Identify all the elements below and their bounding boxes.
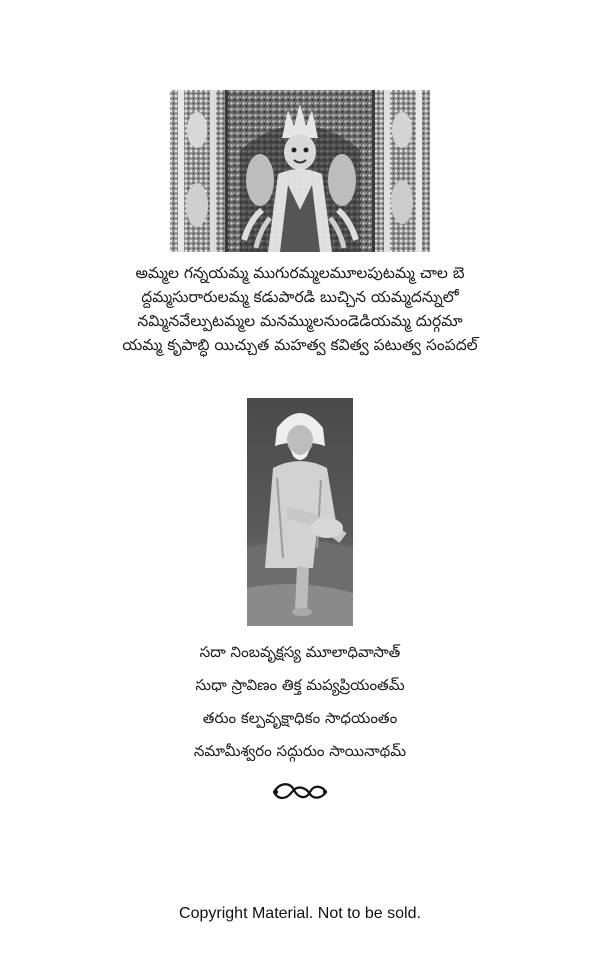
- flourish-ornament-icon: [270, 778, 330, 806]
- verse-sai-stotram: [60, 636, 540, 768]
- temple-deity-image: [170, 90, 430, 252]
- temple-deity-illustration: [170, 90, 430, 252]
- verse-1-line: నమ్మినవేల్పుటమ్మల మనమ్ములనుండెడియమ్మ దుర్గమా: [137, 312, 463, 330]
- verse-1-line: యమ్మ కృపాబ్ధి యిచ్చుత మహత్వ కవిత్వ పటుత్వ సంపదల్: [122, 336, 478, 354]
- verse-1-line: ద్దమ్మసురారులమ్మ కడుపారడి బుచ్చిన యమ్మదన్నులో: [141, 288, 459, 306]
- saint-seated-image: [247, 398, 353, 626]
- verse-2-line: సదా నింబవృక్షస్య మూలాధివాసాత్: [199, 643, 401, 661]
- verse-2-line: నమామీశ్వరం సద్గురుం సాయినాథమ్: [193, 742, 407, 760]
- verse-1-line: అమ్మల గన్నయమ్మ ముగురమ్మలమూలపుటమ్మ చాల బె: [135, 264, 465, 282]
- verse-2-line: సుధా స్రావిణం తిక్త మప్యప్రియంతమ్: [195, 676, 405, 694]
- copyright-notice: Copyright Material. Not to be sold.: [179, 905, 421, 922]
- verse-amma-padyam: [60, 261, 540, 357]
- verse-2-line: తరుం కల్పవృక్షాధికం సాధయంతం: [202, 709, 398, 727]
- saint-seated-illustration: [247, 398, 353, 626]
